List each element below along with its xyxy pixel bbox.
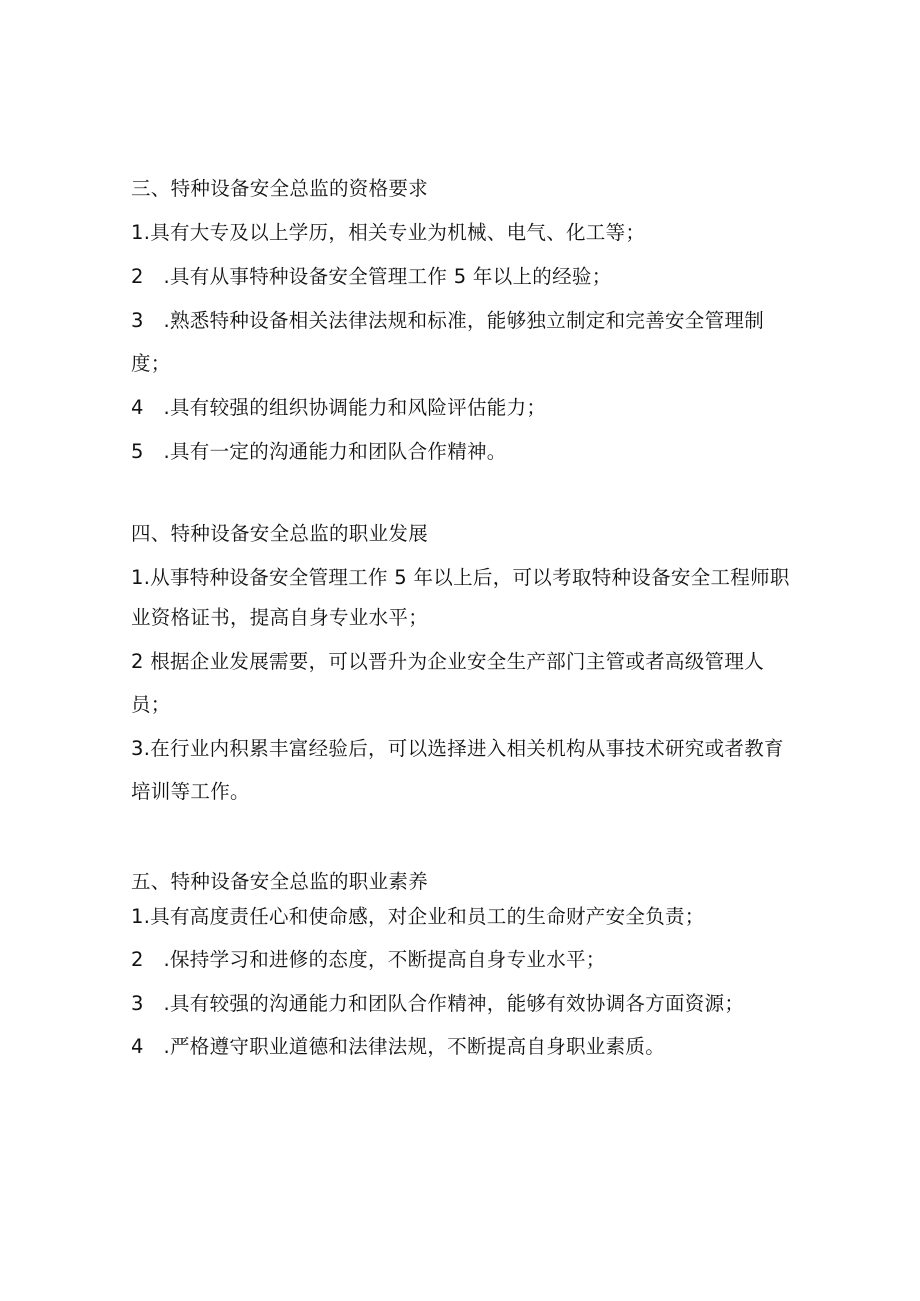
paragraph-line: 3 .具有较强的沟通能力和团队合作精神，能够有效协调各方面资源； [131, 992, 745, 1015]
paragraph-line: 2 根据企业发展需要，可以晋升为企业安全生产部门主管或者高级管理人 [131, 650, 765, 673]
paragraph-line: 5 .具有一定的沟通能力和团队合作精神。 [131, 440, 507, 463]
paragraph-line: 业资格证书，提高自身专业水平； [131, 606, 429, 629]
section-heading: 五、特种设备安全总监的职业素养 [131, 870, 429, 893]
paragraph-line: 度； [131, 352, 171, 375]
paragraph-line: 2 .保持学习和进修的态度，不断提高自身专业水平； [131, 948, 606, 971]
paragraph-line: 1.具有大专及以上学历，相关专业为机械、电气、化工等； [131, 221, 646, 244]
paragraph-line: 员； [131, 693, 171, 716]
paragraph-line: 4 .具有较强的组织协调能力和风险评估能力； [131, 396, 547, 419]
section-heading: 四、特种设备安全总监的职业发展 [131, 522, 429, 545]
section-heading: 三、特种设备安全总监的资格要求 [131, 177, 429, 200]
paragraph-line: 2 .具有从事特种设备安全管理工作 5 年以上的经验； [131, 265, 612, 288]
paragraph-line: 1.从事特种设备安全管理工作 5 年以上后，可以考取特种设备安全工程师职 [131, 566, 790, 589]
paragraph-line: 4 .严格遵守职业道德和法律法规，不断提高自身职业素质。 [131, 1035, 666, 1058]
paragraph-line: 1.具有高度责任心和使命感，对企业和员工的生命财产安全负责； [131, 905, 705, 928]
paragraph-line: 3 .熟悉特种设备相关法律法规和标准，能够独立制定和完善安全管理制 [131, 309, 765, 332]
paragraph-line: 培训等工作。 [131, 780, 250, 803]
paragraph-line: 3.在行业内积累丰富经验后，可以选择进入相关机构从事技术研究或者教育 [131, 737, 784, 760]
